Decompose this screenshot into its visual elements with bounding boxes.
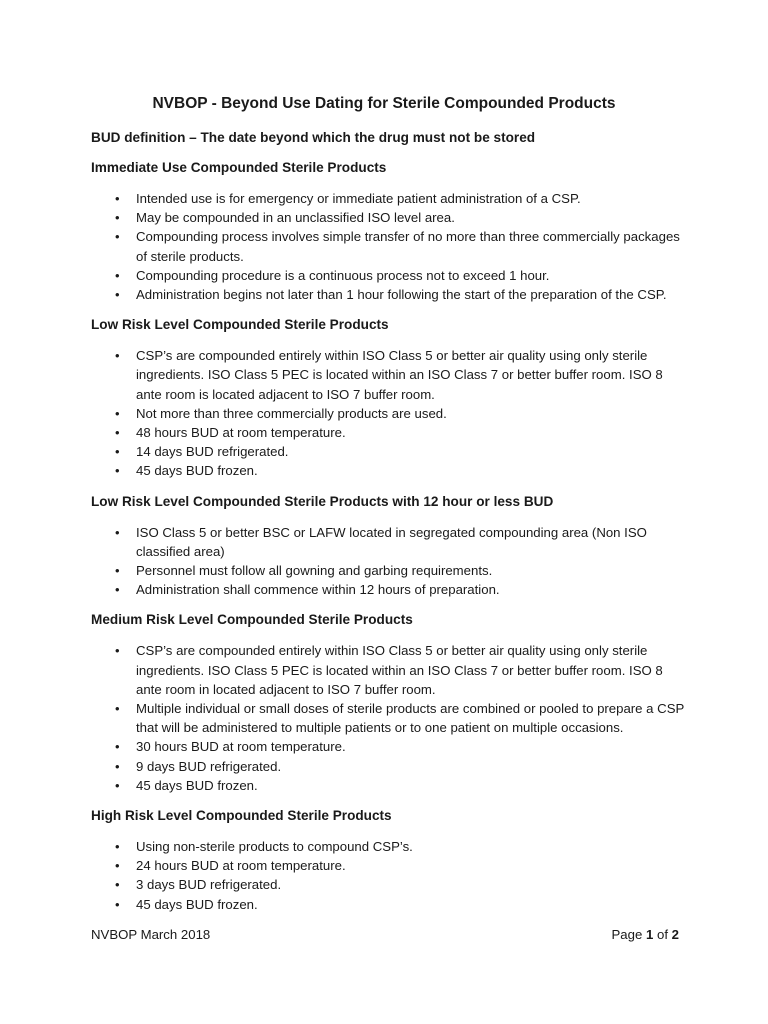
list-item xyxy=(91,208,691,227)
list-item-text: 3 days BUD refrigerated. xyxy=(136,877,282,893)
bullet-icon: • xyxy=(115,405,120,421)
section-heading: Low Risk Level Compounded Sterile Products xyxy=(91,317,389,333)
list-item xyxy=(91,737,691,756)
bullet-icon: • xyxy=(115,582,120,598)
list-item xyxy=(91,580,691,599)
page-current: 1 xyxy=(645,927,654,942)
list-item-text: 45 days BUD frozen. xyxy=(136,777,258,793)
list-item xyxy=(91,856,691,875)
bud-definition: BUD definition – The date beyond which the drug must not be stored xyxy=(91,130,536,145)
list-item xyxy=(91,189,691,208)
bullet-icon: • xyxy=(115,524,120,540)
bullet-list xyxy=(91,346,691,480)
list-item xyxy=(91,442,691,461)
list-item-text: ISO Class 5 or better BSC or LAFW located in segregated compounding area (Non ISO classified area) xyxy=(136,524,647,559)
bullet-icon: • xyxy=(115,858,120,874)
list-item-text: 45 days BUD frozen. xyxy=(136,463,258,479)
list-item xyxy=(91,266,691,285)
bullet-icon: • xyxy=(115,877,120,893)
bullet-icon: • xyxy=(115,210,120,226)
bullet-icon: • xyxy=(115,425,120,441)
list-item-text: Administration begins not later than 1 hour following the start of the preparation of the CSP. xyxy=(136,287,667,303)
footer-date: NVBOP March 2018 xyxy=(91,927,211,942)
list-item xyxy=(91,699,691,737)
page-of: of xyxy=(656,927,668,942)
bullet-icon: • xyxy=(115,287,120,303)
bullet-list xyxy=(91,523,691,600)
document-body xyxy=(91,128,691,925)
list-item xyxy=(91,423,691,442)
list-item-text: Compounding process involves simple transfer of no more than three commercially packages of sterile products. xyxy=(136,229,680,264)
bullet-icon: • xyxy=(115,463,120,479)
bullet-icon: • xyxy=(115,777,120,793)
list-item-text: 30 hours BUD at room temperature. xyxy=(136,739,346,755)
list-item xyxy=(91,875,691,894)
section-heading: Medium Risk Level Compounded Sterile Products xyxy=(91,612,413,628)
sections-container xyxy=(91,158,691,914)
list-item-text: CSP’s are compounded entirely within ISO Class 5 or better air quality using only sterile ingredients. ISO Class 5 PEC is located within an ISO Class 7 or better buffer room. ISO 8 ante room is located adjacent to ISO 7 buffer room. xyxy=(136,348,663,402)
list-item xyxy=(91,404,691,423)
section-heading: High Risk Level Compounded Sterile Products xyxy=(91,808,392,824)
list-item-text: Not more than three commercially products are used. xyxy=(136,405,447,421)
bullet-list xyxy=(91,641,691,795)
list-item-text: Intended use is for emergency or immediate patient administration of a CSP. xyxy=(136,191,581,206)
list-item xyxy=(91,641,691,699)
section-heading: Low Risk Level Compounded Sterile Products with 12 hour or less BUD xyxy=(91,493,554,509)
list-item-text: CSP’s are compounded entirely within ISO Class 5 or better air quality using only sterile ingredients. ISO Class 5 PEC is located within an ISO Class 7 or better buffer room. ISO 8 ante room in located adjacent to ISO 7 buffer room. xyxy=(136,643,663,697)
bullet-icon: • xyxy=(115,739,120,755)
bullet-icon: • xyxy=(115,758,120,774)
bullet-icon: • xyxy=(115,896,120,912)
list-item-text: May be compounded in an unclassified ISO level area. xyxy=(136,210,455,226)
page-title: NVBOP - Beyond Use Dating for Sterile Compounded Products xyxy=(152,95,616,112)
section-heading: Immediate Use Compounded Sterile Products xyxy=(91,160,387,175)
page-word: Page xyxy=(611,927,643,942)
list-item xyxy=(91,346,691,404)
list-item xyxy=(91,776,691,795)
list-item xyxy=(91,227,691,265)
list-item-text: 48 hours BUD at room temperature. xyxy=(136,425,346,441)
bullet-icon: • xyxy=(115,444,120,460)
bullet-list xyxy=(91,189,691,304)
list-item-text: 45 days BUD frozen. xyxy=(136,896,258,912)
bullet-icon: • xyxy=(115,701,120,717)
list-item-text: 24 hours BUD at room temperature. xyxy=(136,858,346,874)
list-item xyxy=(91,285,691,304)
list-item-text: 14 days BUD refrigerated. xyxy=(136,444,289,460)
list-item-text: Using non-sterile products to compound CSP’s. xyxy=(136,839,413,855)
list-item-text: Compounding procedure is a continuous process not to exceed 1 hour. xyxy=(136,267,550,283)
bullet-icon: • xyxy=(115,267,120,283)
bullet-icon: • xyxy=(115,348,120,364)
page-total: 2 xyxy=(671,927,679,942)
list-item xyxy=(91,523,691,561)
list-item xyxy=(91,757,691,776)
bullet-icon: • xyxy=(115,229,120,245)
bullet-icon: • xyxy=(115,191,120,206)
list-item xyxy=(91,895,691,914)
list-item-text: 9 days BUD refrigerated. xyxy=(136,758,282,774)
list-item-text: Administration shall commence within 12 hours of preparation. xyxy=(136,582,500,598)
bullet-icon: • xyxy=(115,563,120,579)
bullet-icon: • xyxy=(115,643,120,659)
bullet-icon: • xyxy=(115,839,120,855)
list-item-text: Personnel must follow all gowning and garbing requirements. xyxy=(136,563,493,579)
list-item xyxy=(91,837,691,856)
list-item-text: Multiple individual or small doses of sterile products are combined or pooled to prepare a CSP that will be administered to multiple patients or to one patient on multiple occasions. xyxy=(136,701,685,736)
list-item xyxy=(91,461,691,480)
bullet-list xyxy=(91,837,691,914)
list-item xyxy=(91,561,691,580)
page-number xyxy=(611,926,679,944)
